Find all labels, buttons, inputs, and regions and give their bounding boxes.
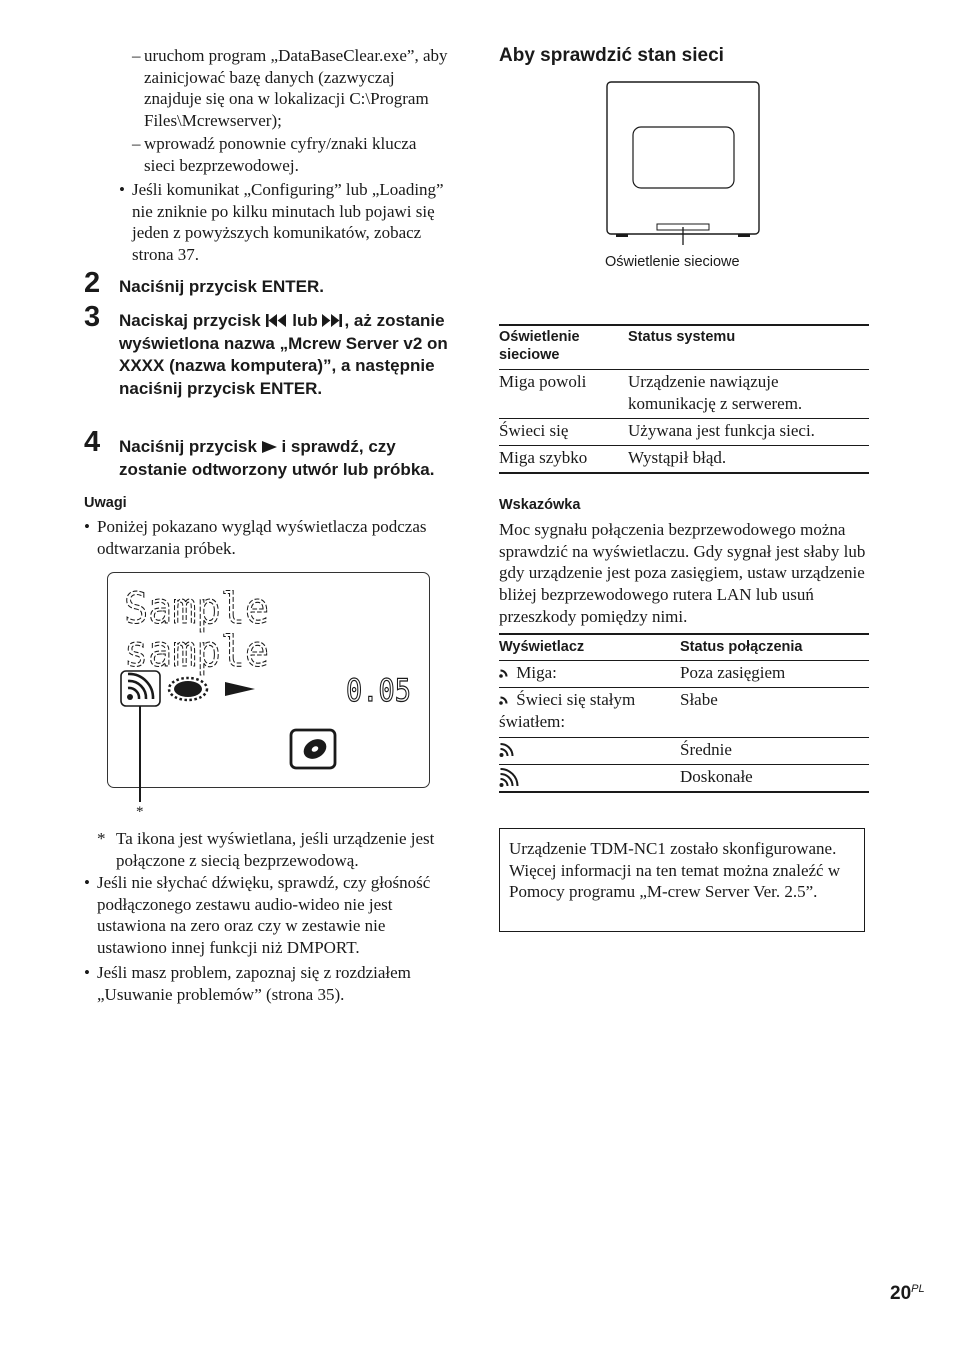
dash-item-wireless-key: – wprowadź ponownie cyfry/znaki klucza sieci bezprzewodowej.	[132, 133, 462, 176]
table-rule	[499, 764, 869, 765]
table-cell: Używana jest funkcja sieci.	[628, 421, 815, 440]
step-number: 3	[84, 301, 101, 333]
table-cell: Świeci się stałym światłem:	[499, 690, 636, 731]
bullet-no-sound: • Jeśli nie słychać dźwięku, sprawdź, czy głośność podłączonego zestawu audio-wideo nie jest ustawiona na zero oraz czy w zestawie nie ustawiono innej funkcji niż DMPORT.	[84, 872, 454, 959]
device-illustration	[600, 80, 770, 245]
table-cell: Miga szybko	[499, 448, 588, 467]
table-cell: Miga:	[499, 662, 659, 684]
bullet-problem: • Jeśli masz problem, zapoznaj się z rozdziałem „Usuwanie problemów” (strona 35).	[84, 962, 454, 1005]
step-number: 4	[84, 426, 101, 458]
device-caption: Oświetlenie sieciowe	[605, 254, 740, 270]
bullet-text: Jeśli nie słychać dźwięku, sprawdź, czy głośność podłączonego zestawu audio-wideo nie jest ustawiona na zero oraz czy w zestawie nie ustawiono innej funkcji niż DMPORT.	[97, 873, 431, 958]
lcd-time: 0.05	[346, 673, 411, 709]
page-suffix: PL	[911, 1283, 925, 1295]
signal-2-bar-icon	[499, 741, 517, 758]
info-box-text: Urządzenie TDM-NC1 zostało skonfigurowane. Więcej informacji na ten temat można znaleźć w Pomocy programu „M-crew Server Ver. 2.5”.	[509, 839, 841, 902]
bullet-text: Jeśli komunikat „Configuring” lub „Loading” nie zniknie po kilku minutach lub pojawi się jeden z powyższych komunikatów, zobacz strona 37.	[132, 180, 444, 265]
footnote-text: Ta ikona jest wyświetlana, jeśli urządzenie jest połączone z siecią bezprzewodową.	[116, 829, 435, 870]
tip-text: Moc sygnału połączenia bezprzewodowego można sprawdzić na wyświetlaczu. Gdy sygnał jest słaby lub gdy urządzenie jest poza zasięgiem, ustaw urządzenie bliżej bezprzewodowego rutera LAN lub usuń przeszkody pomiędzy nimi.	[499, 520, 866, 626]
table-cell: Średnie	[680, 740, 732, 759]
table-rule	[499, 472, 869, 474]
table-cell	[499, 766, 523, 793]
lcd-content	[108, 573, 429, 787]
disc-icon	[291, 730, 335, 768]
lcd-line-2: sample	[124, 627, 269, 677]
lcd-line-1: Sample	[124, 584, 269, 634]
lcd-callout-asterisk: *	[136, 804, 144, 820]
tip-heading: Wskazówka	[499, 497, 581, 513]
table-cell: Doskonałe	[680, 767, 753, 786]
table-rule	[499, 737, 869, 738]
table-cell: Świeci się	[499, 421, 569, 440]
table-header: Status systemu	[628, 329, 736, 345]
info-box	[499, 828, 865, 932]
dash-item-databaseclear: – uruchom program „DataBaseClear.exe”, aby zainicjować bazę danych (zazwyczaj znajduje się ona w lokalizacji C:\Program Files\Mcrewserver);	[132, 45, 462, 132]
lcd-callout-line	[139, 706, 141, 802]
table-rule	[499, 445, 869, 446]
signal-1-bar-icon	[499, 694, 512, 705]
step-text: Naciśnij przycisk ENTER.	[119, 277, 325, 296]
signal-3-bar-icon	[499, 766, 523, 788]
notes-heading: Uwagi	[84, 495, 127, 511]
footnote: * Ta ikona jest wyświetlana, jeśli urządzenie jest połączone z siecią bezprzewodową.	[97, 828, 457, 871]
table-rule	[499, 418, 869, 419]
table-rule	[499, 687, 869, 688]
page-number: $20^{PL}$	[890, 1283, 925, 1304]
play-icon	[262, 441, 277, 453]
table-cell: Miga powoli	[499, 372, 587, 391]
table-cell: Poza zasięgiem	[680, 663, 786, 682]
step-text: Naciśnij przycisk i sprawdź, czy zostanie odtworzony utwór lub próbka.	[119, 437, 435, 479]
table-rule	[499, 660, 869, 661]
table-rule	[499, 369, 869, 370]
bullet-text: Poniżej pokazano wygląd wyświetlacza podczas odtwarzania próbek.	[97, 517, 427, 558]
dash-item-text: wprowadź ponownie cyfry/znaki klucza sieci bezprzewodowej.	[144, 134, 417, 175]
signal-1-bar-icon	[499, 667, 512, 678]
bullet-configuring: • Jeśli komunikat „Configuring” lub „Loading” nie zniknie po kilku minutach lub pojawi się jeden z powyższych komunikatów, zobacz strona 37.	[119, 179, 454, 266]
step-number: 2	[84, 267, 101, 299]
bullet-display-note: • Poniżej pokazano wygląd wyświetlacza podczas odtwarzania próbek.	[84, 516, 454, 559]
table-rule	[499, 633, 869, 635]
dash-item-text: uruchom program „DataBaseClear.exe”, aby zainicjować bazę danych (zazwyczaj znajduje się ona w lokalizacji C:\Program Files\Mcrewserver);	[144, 46, 448, 131]
table-rule	[499, 324, 869, 326]
table-header: Status połączenia	[680, 639, 803, 655]
table-header: Wyświetlacz	[499, 639, 585, 655]
repeat-shuffle-icon	[169, 678, 207, 700]
step-text: Naciskaj przycisk lub , aż zostanie wyświetlona nazwa „Mcrew Server v2 on XXXX (nazwa komputera)”, a następnie naciśnij przycisk ENTER.	[119, 311, 448, 399]
section-heading: Aby sprawdzić stan sieci	[499, 45, 724, 66]
table-cell: Słabe	[680, 690, 718, 709]
previous-track-icon	[266, 314, 288, 327]
bullet-text: Jeśli masz problem, zapoznaj się z rozdziałem „Usuwanie problemów” (strona 35).	[97, 963, 411, 1004]
next-track-icon	[322, 314, 344, 327]
table-cell: Urządzenie nawiązuje komunikację z serwerem.	[628, 372, 803, 413]
table-cell	[499, 741, 517, 763]
lcd-display	[107, 572, 430, 788]
table-rule	[499, 791, 869, 793]
lcd-play-icon	[225, 682, 255, 696]
table-cell: Wystąpił błąd.	[628, 448, 727, 467]
table-header: Oświetlenie sieciowe	[499, 329, 580, 363]
